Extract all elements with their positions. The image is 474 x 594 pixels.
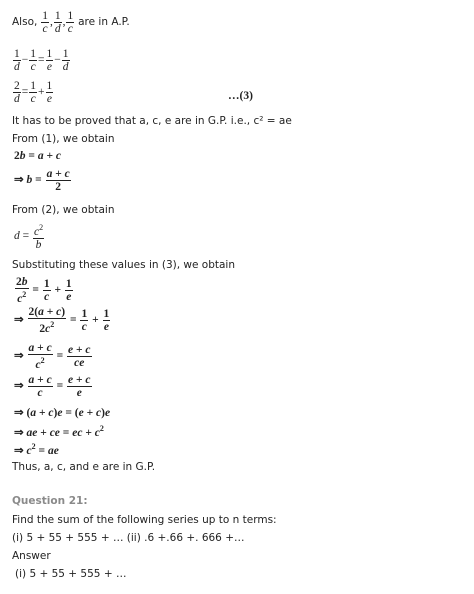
substitution-text: Substituting these values in (3), we obtain: [12, 259, 235, 271]
answer-label: Answer: [12, 550, 51, 562]
equation-line: $\frac{2}{d}$ = $\frac{1}{c}$ + $\frac{1}{e}$: [14, 80, 53, 105]
equation-line: ⇒ ae + ce = ec + $c^2$: [14, 424, 104, 439]
conclusion-text: Thus, a, c, and e are in G.P.: [12, 461, 156, 473]
equation-line: 2b = a + c: [14, 150, 61, 162]
ap-label: are in A.P.: [78, 16, 130, 29]
equation-line: $\frac{2b}{c^2}$ = $\frac{1}{c}$ + $\frac{1}{e}$: [16, 276, 72, 305]
answer-series: (i) 5 + 55 + 555 + …: [15, 568, 127, 580]
question-series: (i) 5 + 55 + 555 + … (ii) .6 +.66 +. 666 +…: [12, 532, 245, 544]
question-text: Find the sum of the following series up to n terms:: [12, 514, 277, 526]
equation-line: ⇒ $\frac{a + c}{c}$ = $\frac{e + c}{e}$: [14, 374, 91, 399]
equation-line: ⇒ $\frac{a + c}{c^2}$ = $\frac{e + c}{ce}$: [14, 342, 91, 371]
equation-line: ⇒ (a + c)e = (e + c)e: [14, 407, 111, 419]
proof-statement: It has to be proved that a, c, e are in G.P. i.e., c² = ae: [12, 115, 292, 127]
question-heading: Question 21:: [12, 495, 88, 507]
ap-statement: Also, $\frac{1}{c}$ , $\frac{1}{d}$ , $\frac{1}{c}$ are in A.P.: [12, 10, 130, 35]
from-1-text: From (1), we obtain: [12, 133, 115, 145]
equation-line: ⇒ b = $\frac{a + c}{2}$: [14, 168, 70, 193]
equation-line: $\frac{1}{d}$ − $\frac{1}{c}$ = $\frac{1}{e}$ − $\frac{1}{d}$: [14, 48, 69, 73]
equation-line: ⇒ $\frac{2(a + c)}{2c^2}$ = $\frac{1}{c}$ + $\frac{1}{e}$: [14, 306, 110, 335]
from-2-text: From (2), we obtain: [12, 204, 115, 216]
equation-line: d = $\frac{c^2}{b}$: [14, 223, 44, 251]
equation-line: ⇒ $c^2$ = ae: [14, 442, 59, 457]
equation-number: …(3): [228, 90, 253, 102]
also-label: Also,: [12, 16, 38, 29]
